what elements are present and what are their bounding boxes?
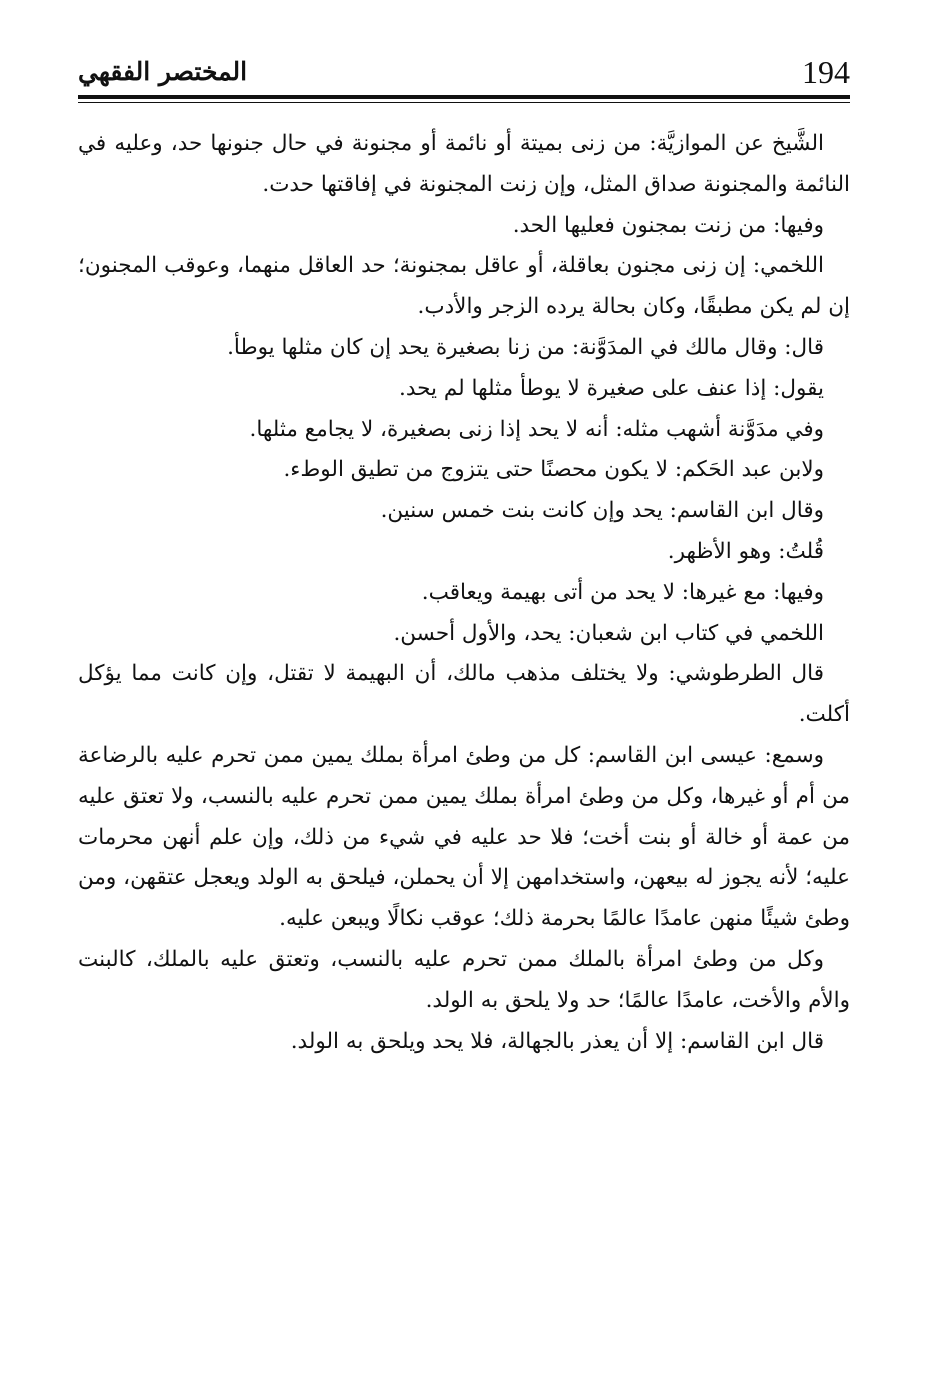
- paragraph: وفي مدَوَّنة أشهب مثله: أنه لا يحد إذا زنى بصغيرة، لا يجامع مثلها.: [249, 416, 824, 442]
- running-title: المختصر الفقهي: [78, 57, 248, 86]
- paragraph: قال ابن القاسم: إلا أن يعذر بالجهالة، فلا يحد ويلحق به الولد.: [290, 1028, 824, 1054]
- paragraph: اللخمي في كتاب ابن شعبان: يحد، والأول أحسن.: [393, 620, 824, 646]
- paragraph: الشَّيخ عن الموازيَّة: من زنى بميتة أو نائمة أو مجنونة في حال جنونها حد، وعليه في النائمة والمجنونة صداق المثل، وإن زنت المجنونة في إفاقتها حدت.: [78, 131, 850, 197]
- header-rule-thin: [78, 102, 850, 103]
- paragraph: وقال ابن القاسم: يحد وإن كانت بنت خمس سنين.: [380, 498, 824, 524]
- page-number: 194: [802, 54, 850, 90]
- paragraph: وسمع: عيسى ابن القاسم: كل من وطئ امرأة بملك يمين ممن تحرم عليه بالرضاعة من أم أو غيرها، وكل من وطئ امرأة بملك يمين ممن تحرم عليه بالنسب، ولا تعتق عليه من عمة أو خالة أو بنت أخت؛ فلا حد عليه في شيء من ذلك، وإن علم أنهن محرمات عليه؛ لأنه يجوز له بيعهن، واستخدامهن إلا أن يحملن، فيلحق به الولد ويعجل عتقهن، ومن وطئ شيئًا منهن عامدًا عالمًا بحرمة ذلك؛ عوقب نكالًا ويبعن عليه.: [78, 742, 850, 932]
- paragraph: قال الطرطوشي: ولا يختلف مذهب مالك، أن البهيمة لا تقتل، وإن كانت مما يؤكل أكلت.: [78, 661, 850, 728]
- paragraph: اللخمي: إن زنى مجنون بعاقلة، أو عاقل بمجنونة؛ حد العاقل منهما، وعوقب المجنون؛ إن لم يكن مطبقًا، وكان بحالة يرده الزجر والأدب.: [78, 253, 850, 320]
- paragraph: قُلتُ: وهو الأظهر.: [667, 538, 824, 564]
- body-text: [78, 124, 850, 1062]
- header-rule-thick: [78, 95, 850, 99]
- paragraph: وفيها: من زنت بمجنون فعليها الحد.: [512, 212, 824, 238]
- paragraph: وفيها: مع غيرها: لا يحد من أتى بهيمة ويعاقب.: [421, 579, 824, 605]
- paragraph: وكل من وطئ امرأة بالملك ممن تحرم عليه بالنسب، وتعتق عليه بالملك، كالبنت والأم والأخت، عامدًا عالمًا؛ حد ولا يلحق به الولد.: [78, 946, 850, 1013]
- paragraph: ولابن عبد الحَكم: لا يكون محصنًا حتى يتزوج من تطيق الوطء.: [283, 457, 824, 483]
- page-header: [78, 52, 850, 96]
- paragraph: يقول: إذا عنف على صغيرة لا يوطأ مثلها لم يحد.: [399, 375, 824, 401]
- paragraph: قال: وقال مالك في المدَوَّنة: من زنا بصغيرة يحد إن كان مثلها يوطأ.: [227, 334, 824, 360]
